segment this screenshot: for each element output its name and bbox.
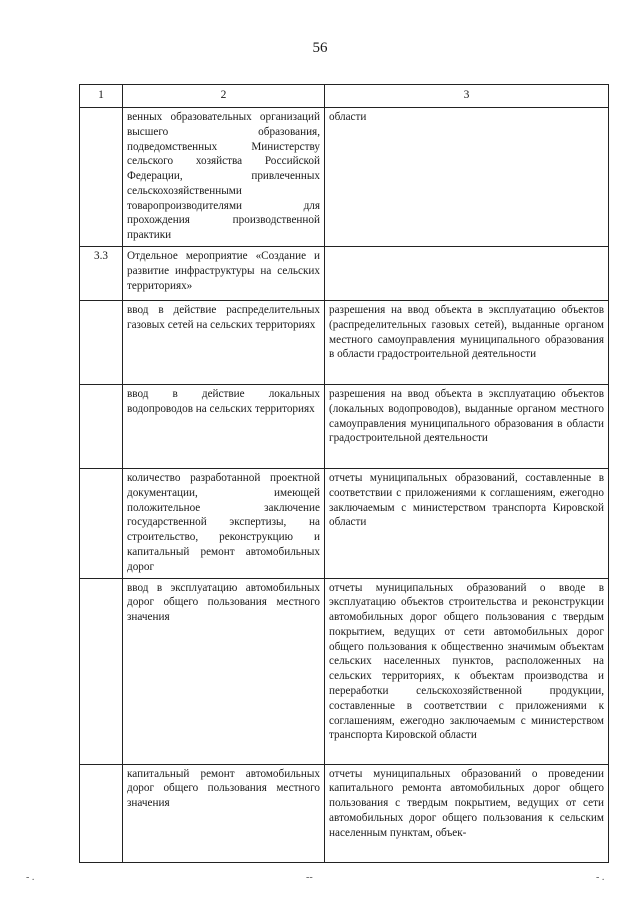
table-row (80, 385, 609, 469)
table-row (80, 301, 609, 385)
indicator-cell: ввод в эксплуатацию автомобильных дорог общего пользования местного значения (123, 578, 325, 764)
table-row (80, 247, 609, 301)
indicator-cell: Отдельное мероприятие «Создание и развитие инфраструктуры на сельских территориях» (123, 247, 325, 301)
row-number (80, 764, 123, 862)
row-number (80, 301, 123, 385)
source-cell: разрешения на ввод объекта в эксплуатацию объектов (локальных водопроводов), выданные органом местного самоуправления муниципального образования в области градостроительной деятельности (325, 385, 609, 469)
column-header-2: 2 (123, 85, 325, 108)
table-row (80, 108, 609, 247)
table-row (80, 764, 609, 862)
row-number (80, 469, 123, 578)
scan-mark: - . (26, 872, 35, 883)
row-number: 3.3 (80, 247, 123, 301)
table-header-row (80, 85, 609, 108)
scan-mark: -- (306, 872, 313, 883)
row-number (80, 578, 123, 764)
table-row (80, 578, 609, 764)
source-cell: разрешения на ввод объекта в эксплуатацию объектов (распределительных газовых сетей), выданные органом местного самоуправления муниципального образования в области градостроительной деятельности (325, 301, 609, 385)
indicators-table (79, 84, 609, 863)
page-number: 56 (312, 40, 328, 56)
source-cell: отчеты муниципальных образований о проведении капитального ремонта автомобильных дорог общего пользования с твердым покрытием, ведущих от сети автомобильных дорог общего пользования к сельским населенным пунктам, объек- (325, 764, 609, 862)
indicator-cell: ввод в действие распределительных газовых сетей на сельских территориях (123, 301, 325, 385)
indicator-cell: количество разработанной проектной документации, имеющей положительное заключение государственной экспертизы, на строительство, реконструкцию и капитальный ремонт автомобильных дорог (123, 469, 325, 578)
column-header-1: 1 (80, 85, 123, 108)
row-number (80, 108, 123, 247)
source-cell: отчеты муниципальных образований о вводе в эксплуатацию объектов строительства и реконструкции автомобильных дорог общего пользования с твердым покрытием, ведущих от сети автомобильных дорог общего пользования к общественно значимым объектам сельских населенных пунктов, расположенных на сельских территориях, к объектам производства и переработки сельскохозяйственной продукции, составленные в соответствии с приложениями к соглашениям, ежегодно заключаемым с министерством транспорта Кировской области (325, 578, 609, 764)
source-cell: отчеты муниципальных образований, составленные в соответствии с приложениями к соглашениям, ежегодно заключаемым с министерством транспорта Кировской области (325, 469, 609, 578)
source-cell: области (325, 108, 609, 247)
source-cell (325, 247, 609, 301)
indicator-cell: капитальный ремонт автомобильных дорог общего пользования местного значения (123, 764, 325, 862)
table-row (80, 469, 609, 578)
column-header-3: 3 (325, 85, 609, 108)
row-number (80, 385, 123, 469)
indicator-cell: ввод в действие локальных водопроводов на сельских территориях (123, 385, 325, 469)
scan-mark: - . (596, 872, 605, 883)
indicator-cell: венных образовательных организаций высшего образования, подведомственных Министерству сельского хозяйства Российской Федерации, привлеченных сельскохозяйственными товаропроизводителями для прохождения производственной практики (123, 108, 325, 247)
